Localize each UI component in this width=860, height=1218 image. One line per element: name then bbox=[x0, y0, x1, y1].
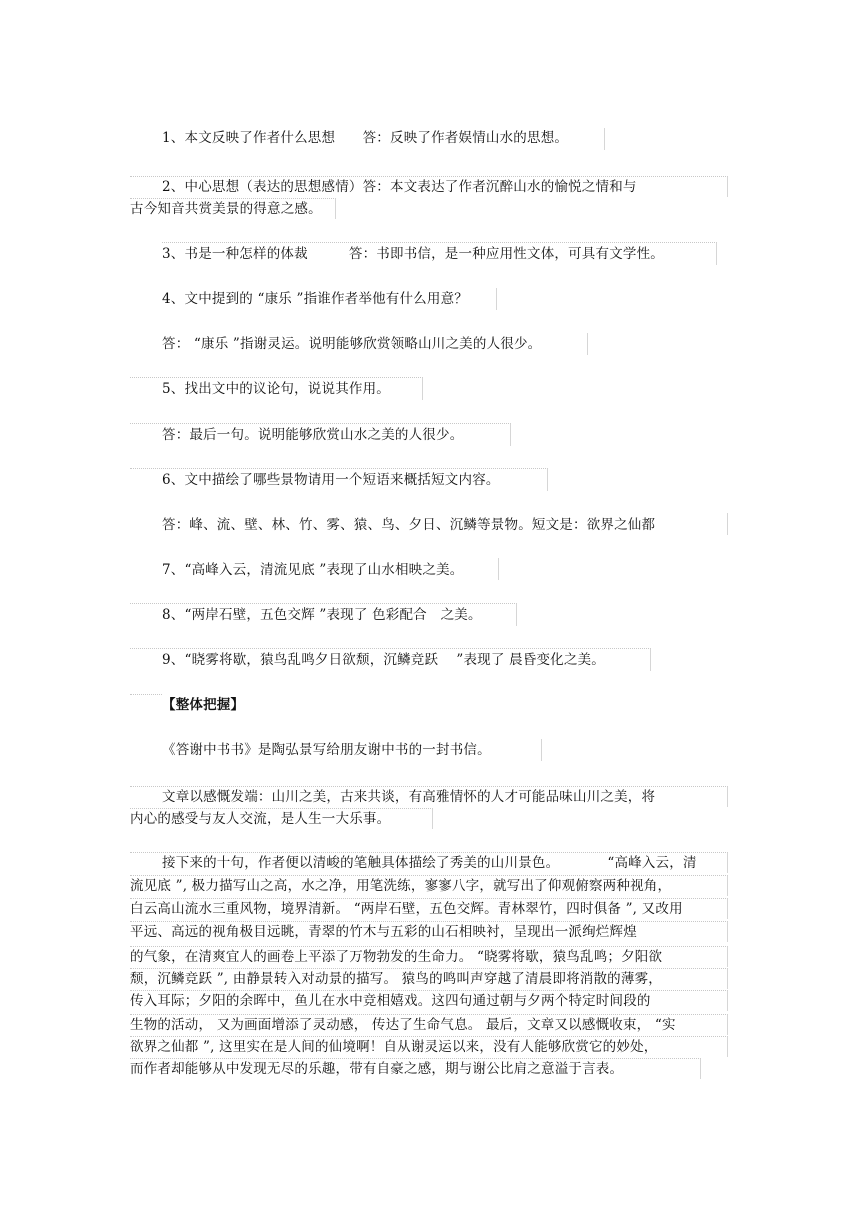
guide-line bbox=[498, 558, 499, 580]
answer-6: 答：峰、流、壁、林、竹、雾、猿、鸟、夕日、沉鳞等景物。短文是：欲界之仙都 bbox=[162, 517, 656, 533]
paragraph-3-line: 流见底 ”, 极力描写山之高，水之净，用笔洗练，寥寥八字，就写出了仰观俯察两种视角， bbox=[130, 878, 672, 894]
paragraph-3-line: 而作者却能够从中发现无尽的乐趣，带有自豪之感，期与谢公比肩之意溢于言表。 bbox=[130, 1061, 624, 1077]
guide-line bbox=[587, 333, 588, 355]
guide-line bbox=[604, 128, 605, 150]
paragraph-2-line-1: 文章以感慨发端：山川之美，古来共谈，有高雅情怀的人才可能品味山川之美，将 bbox=[162, 789, 656, 805]
question-6: 6、文中描绘了哪些景物请用一个短语来概括短文内容。 bbox=[162, 472, 500, 488]
paragraph-3-line: 平远、高远的视角极目远眺，青翠的竹木与五彩的山石相映衬，呈现出一派绚烂辉煌 bbox=[130, 924, 637, 940]
guide-line bbox=[541, 739, 542, 761]
guide-line bbox=[727, 513, 728, 535]
question-1: 1、本文反映了作者什么思想 答：反映了作者娱情山水的思想。 bbox=[162, 130, 569, 146]
question-8: 8、“两岸石壁，五色交辉 ”表现了 色彩配合 之美。 bbox=[162, 607, 482, 623]
paragraph-2-line-2: 内心的感受与友人交流，是人生一大乐事。 bbox=[130, 811, 391, 827]
question-2-line-2: 古今知音共赏美景的得意之感。 bbox=[130, 201, 322, 217]
guide-box bbox=[130, 694, 162, 715]
paragraph-3-line: 生物的活动， 又为画面增添了灵动感， 传达了生命气息。 最后，文章又以感慨收束， “实 bbox=[130, 1017, 676, 1033]
question-2-line-1: 2、中心思想（表达的思想感情）答：本文表达了作者沉醉山水的愉悦之情和与 bbox=[162, 179, 637, 195]
answer-5: 答：最后一句。说明能够欣赏山水之美的人很少。 bbox=[162, 427, 464, 443]
paragraph-3-line: 的气象，在清爽宜人的画卷上平添了万物勃发的生命力。 “晓雾将歇，猿鸟乱鸣；夕阳欲 bbox=[130, 949, 663, 965]
paragraph-3-line: 欲界之仙都 ”, 这里实在是人间的仙境啊！自从谢灵运以来，没有人能够欣赏它的妙处， bbox=[130, 1039, 658, 1055]
paragraph-3-line: 传入耳际；夕阳的余晖中，鱼儿在水中竞相嬉戏。这四句通过朝与夕两个特定时间段的 bbox=[130, 993, 651, 1009]
question-3: 3、书是一种怎样的体裁 答：书即书信，是一种应用性文体，可具有文学性。 bbox=[162, 246, 664, 262]
question-9: 9、“晓雾将歇，猿鸟乱鸣夕日欲颓，沉鳞竞跃 ”表现了 晨昏变化之美。 bbox=[162, 652, 605, 668]
paragraph-3-line: 白云高山流水三重风物，境界清新。 “两岸石壁，五色交辉。青林翠竹，四时俱备 ”, 又改用 bbox=[130, 901, 683, 917]
answer-4: 答： “康乐 ”指谢灵运。说明能够欣赏领略山川之美的人很少。 bbox=[162, 336, 542, 352]
paragraph-1: 《答谢中书书》是陶弘景写给朋友谢中书的一封书信。 bbox=[162, 742, 491, 758]
section-heading: 【整体把握】 bbox=[162, 697, 245, 713]
question-4: 4、文中提到的 “康乐 ”指谁作者举他有什么用意？ bbox=[162, 291, 468, 307]
guide-line bbox=[496, 288, 497, 310]
question-5: 5、找出文中的议论句，说说其作用。 bbox=[162, 381, 390, 397]
paragraph-3-line: 接下来的十句，作者便以清峻的笔触具体描绘了秀美的山川景色。 “高峰入云，清 bbox=[162, 855, 697, 871]
question-7: 7、“高峰入云，清流见底 ”表现了山水相映之美。 bbox=[162, 562, 464, 578]
paragraph-3-line: 颓，沉鳞竞跃 ”, 由静景转入对动景的描写。 猿鸟的鸣叫声穿越了清晨即将消散的薄雾， bbox=[130, 971, 662, 987]
